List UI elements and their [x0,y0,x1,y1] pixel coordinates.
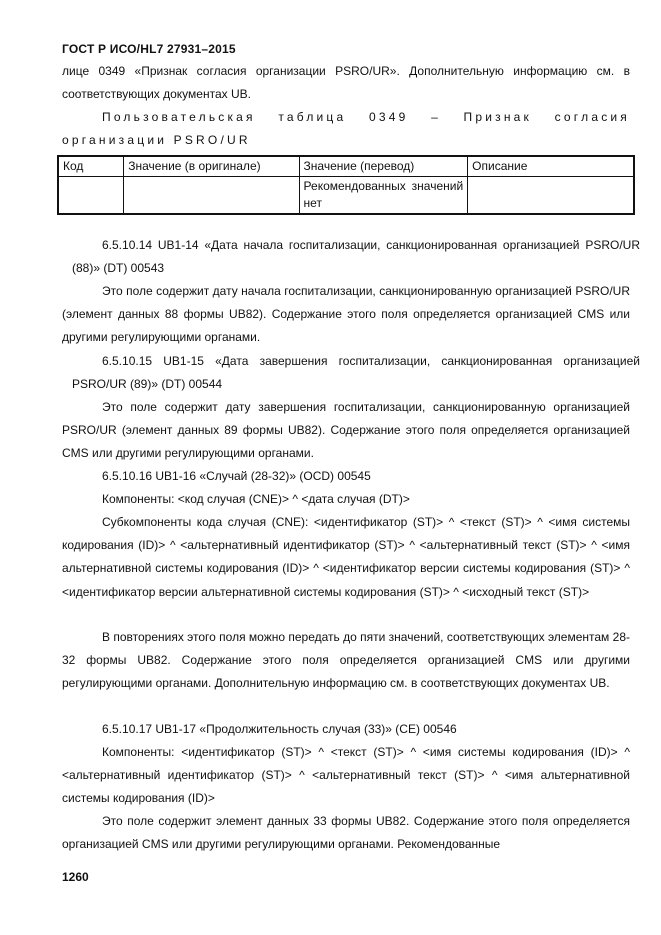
table-cell [58,177,124,215]
section-16-text: В повторениях этого поля можно передать до пяти значений, соответствующих элементам 28-32 формы UB82. Содержание этого поля определяется организацией CMS или другими регулирующими органами. Дополнительную информацию см. в соответствующих документах UB. [62,630,630,691]
table-header-cell: Код [58,156,124,177]
table-header-cell: Значение (в оригинале) [124,156,299,177]
section-14-text: Это поле содержит дату начала госпитализации, санкционированную организацией PSRO/UR (элемент данных 88 формы UB82). Содержание этого поля определяется организацией CMS или другими регулирующими органами. [62,284,630,345]
table-header-row [58,156,634,177]
page-number: 1260 [62,870,89,884]
section-17-components: Компоненты: <идентификатор (ST)> ^ <текст (ST)> ^ <имя системы кодирования (ID)> ^ <альтернативный идентификатор (ST)> ^ <альтернативный текст (ST)> ^ <имя альтернативной системы кодирования (ID)> [62,745,630,806]
table-header-cell: Значение (перевод) [299,156,468,177]
section-16-components: Компоненты: <код случая (CNE)> ^ <дата случая (DT)> [102,492,410,506]
table-cell [124,177,299,215]
section-14-title: 6.5.10.14 UB1-14 «Дата начала госпитализации, санкционированная организацией PSRO/UR (88)» (DT) 00543 [72,238,640,276]
section-16-subcomponents: Субкомпоненты кода случая (CNE): <идентификатор (ST)> ^ <текст (ST)> ^ <имя системы кодирования (ID)> ^ <альтернативный идентификатор (ST)> ^ <альтернативный текст (ST)> ^ <имя альтернативной системы кодирования (ID)> ^ <идентификатор версии системы кодирования (ST)> ^ <идентификатор версии альтернативной системы кодирования (ST)> ^ <исходный текст (ST)> [62,515,630,599]
intro-paragraph: лице 0349 «Признак согласия организации PSRO/UR». Дополнительную информацию см. в соответствующих документах UB. [62,64,630,102]
table-row [58,177,634,215]
section-15-text: Это поле содержит дату завершения госпитализации, санкционированную организацией PSRO/UR (элемент данных 89 формы UB82). Содержание этого поля определяется организацией CMS или другими регулирующими органами. [62,400,630,461]
section-15-title: 6.5.10.15 UB1-15 «Дата завершения госпитализации, санкционированная организацией PSRO/UR (89)» (DT) 00544 [72,354,640,392]
code-table [57,155,635,215]
table-header-cell: Описание [468,156,634,177]
table-cell [468,177,634,215]
document-header: ГОСТ Р ИСО/HL7 27931–2015 [62,42,236,56]
table-cell: Рекомендованных значений нет [299,177,468,215]
section-16-title: 6.5.10.16 UB1-16 «Случай (28-32)» (OCD) 00545 [102,469,371,483]
section-17-text: Это поле содержит элемент данных 33 формы UB82. Содержание этого поля определяется организацией CMS или другими регулирующими органами. Рекомендованные [62,814,630,852]
table-caption: Пользовательская таблица 0349 – Признак согласия организации PSRO/UR [62,110,630,147]
section-17-title: 6.5.10.17 UB1-17 «Продолжительность случая (33)» (CE) 00546 [102,722,457,736]
